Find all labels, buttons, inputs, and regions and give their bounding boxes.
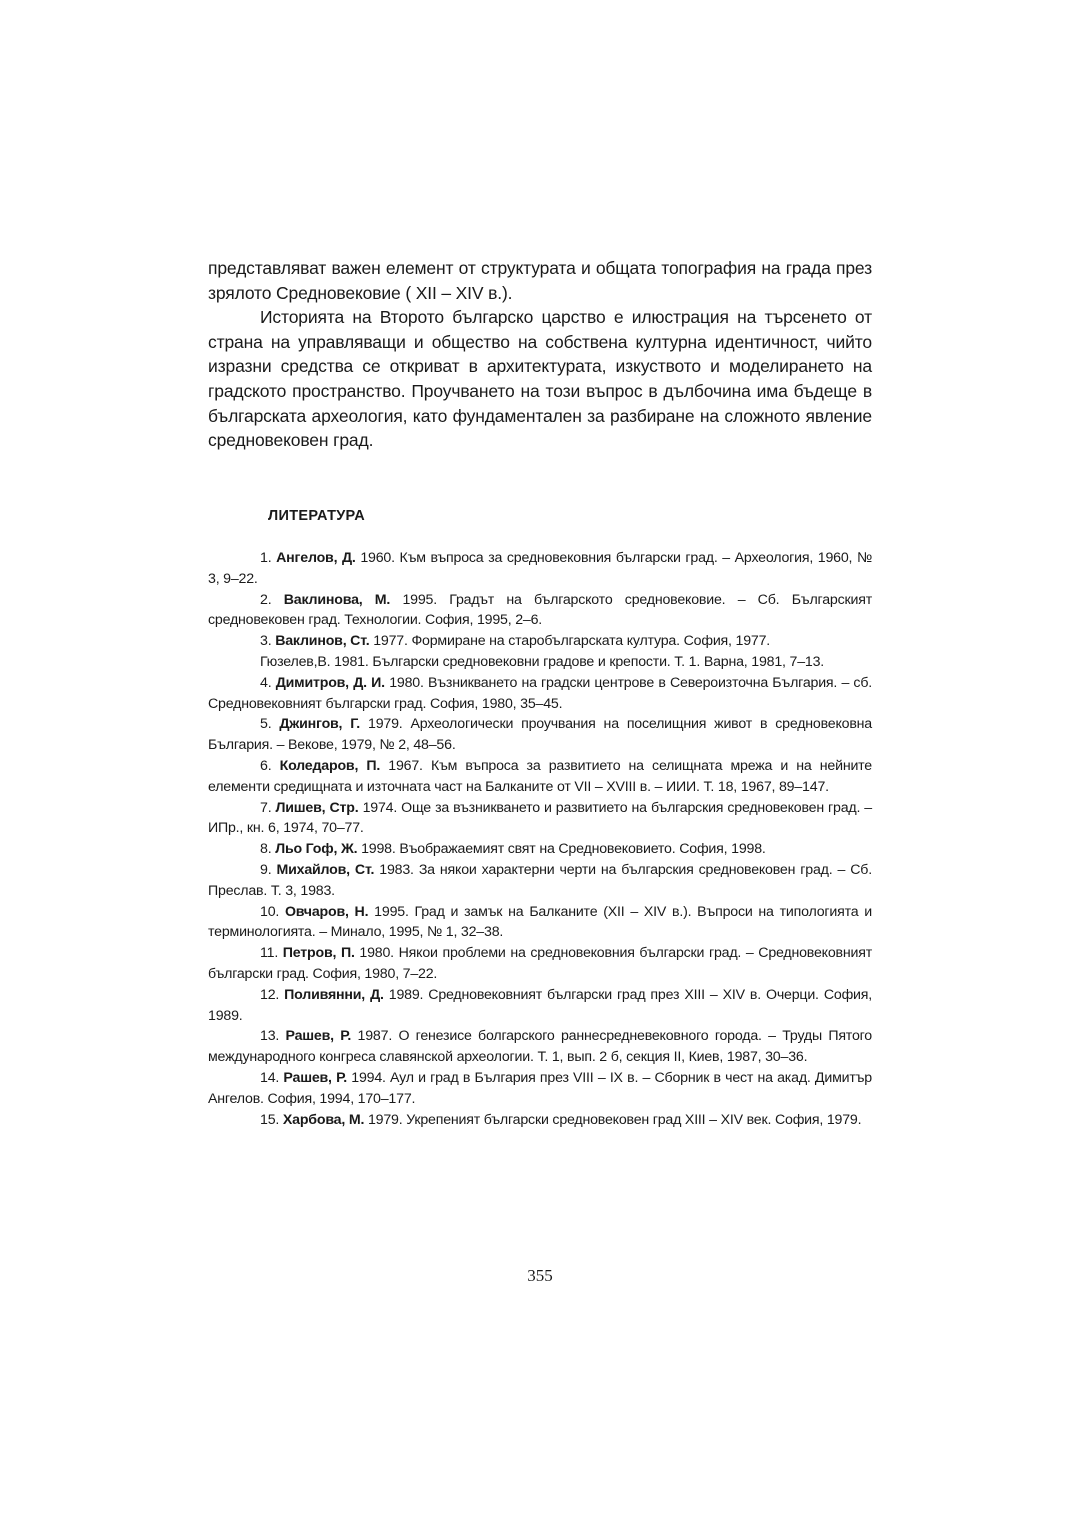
reference-item: 8. Льо Гоф, Ж. 1998. Въображаемият свят на Средновековието. София, 1998. (260, 841, 766, 858)
body-paragraph: Историята на Второто българско царство е илюстрация на търсенето от страна на управляващи и общество на собствена културна идентичност, чийто изразни средства се откриват в архитектурата, изкуството и моделирането на градското пространство. Проучването на този въпрос в дълбочина има бъдеще в българската археология, като фундаментален за разбиране на сложното явление средновековен град. (208, 307, 872, 451)
reference-item: 13. Рашев, Р. 1987. О генезисе болгарского раннесредневековного города. – Труды Пятого международного конгреса славянской археологии. Т. 1, вып. 2 б, секция II, Киев, 1987, 30–36. (208, 1028, 872, 1066)
reference-item: 3. Ваклинов, Ст. 1977. Формиране на старобългарската култура. София, 1977. (260, 633, 771, 650)
reference-item: 1. Ангелов, Д. 1960. Към въпроса за средновековния български град. – Археология, 1960, № 3, 9–22. (208, 550, 873, 587)
reference-list (208, 548, 872, 1130)
reference-item: 4. Димитров, Д. И. 1980. Възникването на градски центрове в Североизточна България. – сб. Средновековният български град. София, 1980, 35–45. (208, 674, 872, 712)
reference-item: 14. Рашев, Р. 1994. Аул и град в България през VIII – IX в. – Сборник в чест на акад. Димитър Ангелов. София, 1994, 170–177. (208, 1069, 872, 1107)
reference-item: 15. Харбова, М. 1979. Укрепеният български средновековен град XIII – XIV век. София, 1979. (260, 1111, 862, 1128)
reference-item: Гюзелев,В. 1981. Български средновековни градове и крепости. Т. 1. Варна, 1981, 7–13. (260, 653, 825, 670)
reference-item: 12. Поливянни, Д. 1989. Средновековният български град през XIII – XIV в. Очерци. София, 1989. (208, 986, 872, 1024)
reference-item: 5. Джингов, Г. 1979. Археологически проучвания на поселищния живот в средновековна България. – Векове, 1979, № 2, 48–56. (208, 716, 872, 754)
page-number: 355 (527, 1266, 553, 1285)
reference-item: 2. Ваклинова, М. 1995. Градът на българското средновековие. – Сб. Българският средновековен град. Технологии. София, 1995, 2–6. (208, 591, 873, 629)
literature-heading: ЛИТЕРАТУРА (268, 508, 366, 524)
reference-item: 6. Коледаров, П. 1967. Към въпроса за развитието на селищната мрежа и на нейните елементи средищната и източната част на Балканите от VII – XVIII в. – ИИИ. Т. 18, 1967, 89–147. (208, 757, 873, 795)
body-paragraph: представляват важен елемент от структурата и общата топография на града през зрялото Средновековие ( XII – XIV в.). (208, 258, 872, 303)
reference-item: 9. Михайлов, Ст. 1983. За някои характерни черти на българския средновековен град. – Сб. Преслав. Т. 3, 1983. (208, 861, 872, 899)
reference-item: 11. Петров, П. 1980. Някои проблеми на средновековния български град. – Средновековният български град. София, 1980, 7–22. (208, 945, 872, 982)
body-text (208, 256, 872, 453)
reference-item: 10. Овчаров, Н. 1995. Град и замък на Балканите (XII – XIV в.). Въпроси на типологията и терминологията. – Минало, 1995, № 1, 32–38. (208, 903, 872, 941)
reference-item: 7. Лишев, Стр. 1974. Още за възникването и развитието на българския средновековен град. – ИПр., кн. 6, 1974, 70–77. (208, 799, 873, 837)
